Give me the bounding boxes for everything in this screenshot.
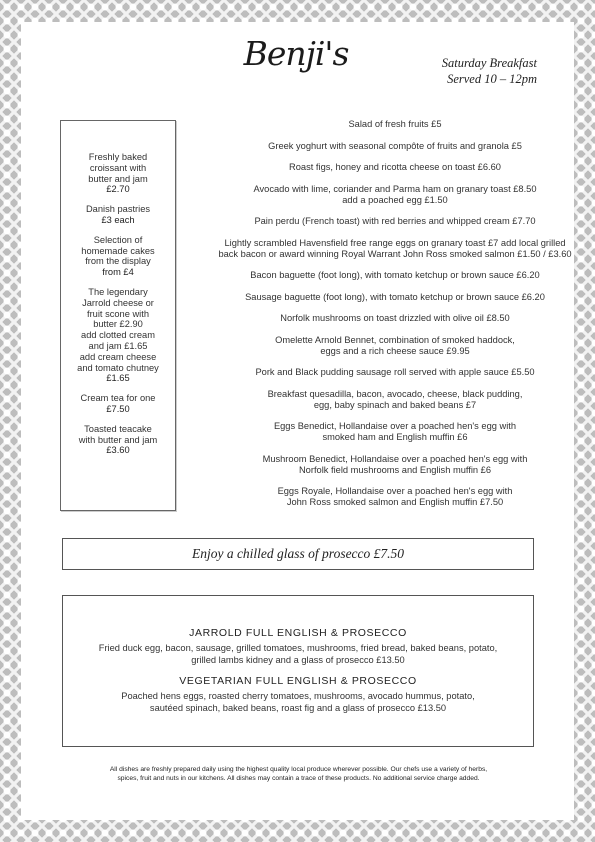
full-english-list bbox=[63, 627, 533, 723]
bakery-item-line: fruit scone with bbox=[86, 308, 149, 319]
menu-item bbox=[210, 486, 580, 508]
menu-item bbox=[210, 367, 580, 378]
bakery-item-line: Selection of bbox=[93, 234, 143, 245]
logo: Benji's bbox=[243, 34, 349, 73]
prosecco-offer-text: Enjoy a chilled glass of prosecco £7.50 bbox=[191, 546, 405, 561]
bakery-item-line: Cream tea for one bbox=[80, 393, 156, 404]
menu-item-line: Lightly scrambled Havensfield free range eggs on granary toast £7 add local grilled bbox=[224, 237, 566, 248]
menu-item-line: Pain perdu (French toast) with red berries and whipped cream £7.70 bbox=[254, 216, 536, 226]
bakery-item-line: with butter and jam bbox=[78, 434, 158, 445]
menu-item bbox=[210, 454, 580, 476]
bakery-item-line: and tomato chutney bbox=[77, 362, 159, 373]
bakery-item bbox=[75, 235, 161, 278]
menu-item bbox=[210, 216, 580, 227]
bakery-item bbox=[75, 424, 161, 456]
bakery-item-price: £2.70 bbox=[106, 184, 130, 195]
menu-item-line: Norfolk field mushrooms and English muffin £6 bbox=[298, 464, 492, 475]
full-english-line: Fried duck egg, bacon, sausage, grilled tomatoes, mushrooms, fried bread, baked beans, potato, bbox=[98, 643, 498, 653]
full-english-line: sautéed spinach, baked beans, roast fig and a glass of prosecco £13.50 bbox=[149, 703, 447, 713]
bakery-item-line: Danish pastries bbox=[85, 204, 151, 215]
menu-item-line: Mushroom Benedict, Hollandaise over a poached hen's egg with bbox=[262, 453, 528, 464]
menu-item bbox=[210, 184, 580, 206]
menu-item-line: back bacon or award winning Royal Warrant John Ross smoked salmon £1.50 / £3.60 bbox=[218, 248, 572, 259]
full-english-title: VEGETARIAN FULL ENGLISH & PROSECCO bbox=[179, 675, 417, 687]
menu-item-line: Omelette Arnold Bennet, combination of smoked haddock, bbox=[275, 334, 515, 345]
bakery-item-line: homemade cakes bbox=[81, 245, 155, 256]
bakery-item-line: butter £2.90 bbox=[93, 319, 143, 330]
footer-line: All dishes are freshly prepared daily using the highest quality local produce wherever possible. Our chefs use a variety of herbs, bbox=[109, 766, 488, 773]
bakery-item-line: Jarrold cheese or bbox=[82, 297, 154, 308]
menu-item-line: Norfolk mushrooms on toast drizzled with olive oil £8.50 bbox=[280, 313, 510, 323]
bakery-item-line: from the display bbox=[85, 256, 151, 267]
menu-item bbox=[210, 389, 580, 411]
serving-hours: Served 10 – 12pm bbox=[447, 72, 537, 86]
bakery-item-line: add cream cheese bbox=[79, 351, 157, 362]
bakery-item-line: and jam £1.65 bbox=[88, 340, 148, 351]
full-english-line: grilled lambs kidney and a glass of prosecco £13.50 bbox=[191, 655, 405, 665]
menu-item-line: John Ross smoked salmon and English muffin £7.50 bbox=[286, 497, 504, 507]
bakery-item-line: The legendary bbox=[88, 286, 148, 297]
bakery-item-price: £3 each bbox=[101, 214, 135, 225]
bakery-item-line: Toasted teacake bbox=[84, 423, 152, 434]
menu-item bbox=[210, 292, 580, 303]
bakery-item bbox=[75, 152, 161, 195]
menu-item bbox=[210, 270, 580, 281]
menu-item-line: Salad of fresh fruits £5 bbox=[348, 119, 442, 129]
full-english-title: JARROLD FULL ENGLISH & PROSECCO bbox=[189, 627, 407, 639]
bakery-item-price: £7.50 bbox=[106, 403, 130, 414]
bakery-item-line: add clotted cream bbox=[81, 330, 155, 341]
full-english-line: Poached hens eggs, roasted cherry tomatoes, mushrooms, avocado hummus, potato, bbox=[121, 691, 475, 701]
breakfast-menu bbox=[210, 119, 580, 519]
menu-item-line: Pork and Black pudding sausage roll served with apple sauce £5.50 bbox=[255, 367, 535, 377]
full-english-description bbox=[63, 642, 533, 666]
full-english-description bbox=[63, 690, 533, 714]
footer-line: spices, fruit and nuts in our kitchens. All dishes may contain a trace of these products. No additional service charge added. bbox=[117, 775, 480, 782]
bakery-item-line: croissant with bbox=[89, 162, 147, 173]
menu-item bbox=[210, 238, 580, 260]
menu-heading bbox=[412, 55, 537, 87]
menu-item-line: Roast figs, honey and ricotta cheese on toast £6.60 bbox=[289, 162, 501, 172]
menu-item-line: Greek yoghurt with seasonal compôte of fruits and granola £5 bbox=[268, 140, 522, 151]
bakery-item-price: from £4 bbox=[102, 267, 134, 278]
menu-item-line: Sausage baguette (foot long), with tomato ketchup or brown sauce £6.20 bbox=[245, 291, 545, 302]
menu-item-line: add a poached egg £1.50 bbox=[342, 194, 448, 205]
menu-item-line: Bacon baguette (foot long), with tomato ketchup or brown sauce £6.20 bbox=[250, 270, 540, 280]
bakery-item-price: £1.65 bbox=[106, 373, 130, 384]
menu-item bbox=[210, 141, 580, 152]
menu-item bbox=[210, 335, 580, 357]
bakery-item-line: butter and jam bbox=[88, 173, 148, 184]
prosecco-offer bbox=[62, 538, 534, 570]
full-english-box bbox=[62, 595, 534, 747]
bakery-item bbox=[75, 204, 161, 226]
menu-title: Saturday Breakfast bbox=[441, 56, 537, 70]
bakery-list bbox=[75, 152, 161, 465]
bakery-item bbox=[75, 287, 161, 384]
menu-item-line: eggs and a rich cheese sauce £9.95 bbox=[320, 345, 470, 356]
menu-item-line: Eggs Royale, Hollandaise over a poached hen's egg with bbox=[277, 486, 513, 496]
menu-item-line: Avocado with lime, coriander and Parma ham on granary toast £8.50 bbox=[253, 183, 537, 194]
menu-item bbox=[210, 162, 580, 173]
menu-item bbox=[210, 313, 580, 324]
allergen-footer bbox=[80, 765, 517, 783]
bakery-item-price: £3.60 bbox=[106, 445, 130, 456]
menu-item-line: Eggs Benedict, Hollandaise over a poached hen's egg with bbox=[273, 421, 517, 431]
bakery-item bbox=[75, 393, 161, 415]
menu-item-line: egg, baby spinach and baked beans £7 bbox=[313, 399, 477, 410]
menu-item-line: Breakfast quesadilla, bacon, avocado, cheese, black pudding, bbox=[267, 388, 523, 399]
bakery-item-line: Freshly baked bbox=[88, 152, 148, 162]
menu-item bbox=[210, 421, 580, 443]
menu-item bbox=[210, 119, 580, 130]
menu-item-line: smoked ham and English muffin £6 bbox=[322, 432, 468, 442]
